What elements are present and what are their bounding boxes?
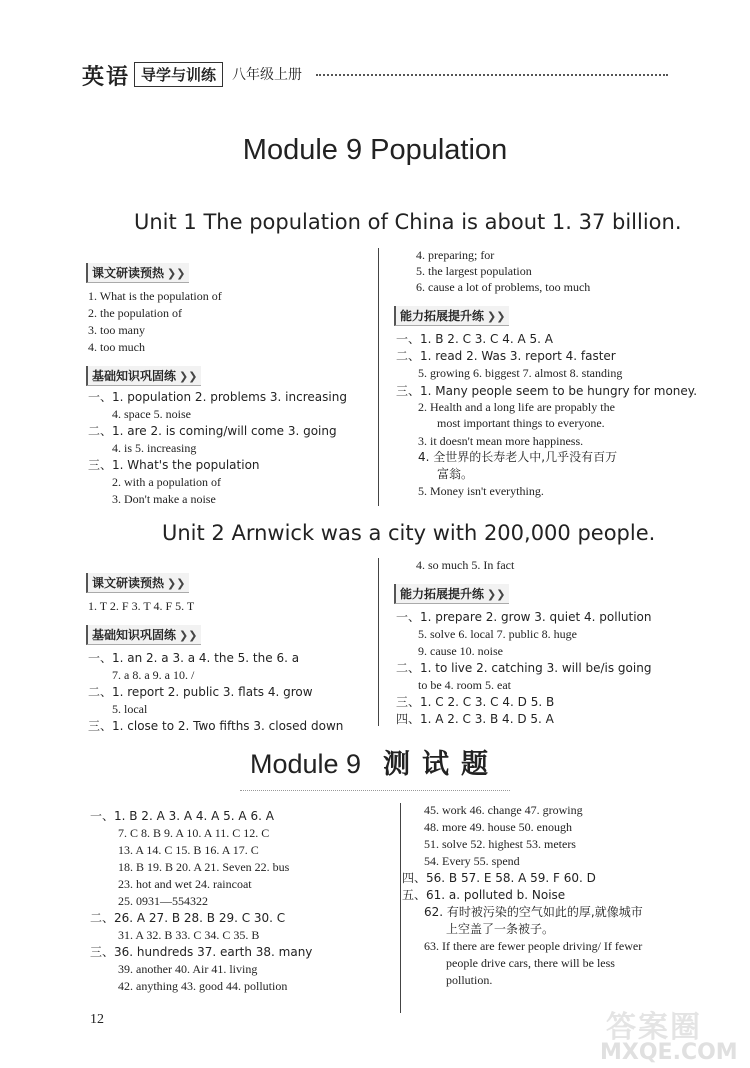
unit2-extend-line: 一、1. prepare 2. grow 3. quiet 4. pollution (396, 610, 652, 624)
unit2-extend-tag: 能力拓展提升练 ❯❯ (394, 584, 509, 604)
series-badge: 导学与训练 (134, 62, 223, 87)
test-answer-line: 45. work 46. change 47. growing (424, 803, 583, 817)
unit2-extend-line: 9. cause 10. noise (418, 644, 503, 658)
unit2-basic-line: 5. local (112, 702, 148, 716)
unit2-extend-line: 5. solve 6. local 7. public 8. huge (418, 627, 577, 641)
unit1-extend-tag: 能力拓展提升练 ❯❯ (394, 306, 509, 326)
unit1-right-line: 5. the largest population (416, 264, 532, 278)
test-answer-line: 51. solve 52. highest 53. meters (424, 837, 576, 851)
test-answer-line: people drive cars, there will be less (446, 956, 615, 970)
unit1-extend-line: 4. 全世界的长寿老人中,几乎没有百万 (418, 450, 618, 464)
test-answer-line: 23. hot and wet 24. raincoat (118, 877, 252, 891)
test-answer-line: 39. another 40. Air 41. living (118, 962, 258, 976)
test-title-underline (240, 790, 510, 791)
test-answer-line: 62. 有时被污染的空气如此的厚,就像城市 (424, 905, 643, 919)
unit1-basic-line: 2. with a population of (112, 475, 221, 489)
unit2-extend-line: to be 4. room 5. eat (418, 678, 511, 692)
unit1-basic-line: 三、1. What's the population (88, 458, 260, 472)
unit1-extend-line: 二、1. read 2. Was 3. report 4. faster (396, 349, 616, 363)
unit2-title: Unit 2 Arnwick was a city with 200,000 people. (162, 521, 656, 545)
header-divider (316, 74, 668, 76)
test-answer-line: 54. Every 55. spend (424, 854, 520, 868)
test-answer-line: 13. A 14. C 15. B 16. A 17. C (118, 843, 259, 857)
unit1-title: Unit 1 The population of China is about 1. 37 billion. (134, 210, 682, 234)
unit2-extend-line: 二、1. to live 2. catching 3. will be/is going (396, 661, 652, 675)
unit2-basic-line: 7. a 8. a 9. a 10. / (112, 668, 195, 682)
unit1-basic-line: 一、1. population 2. problems 3. increasing (88, 390, 347, 404)
unit1-extend-line: 富翁。 (437, 467, 474, 481)
unit1-extend-line: 2. Health and a long life are propably the (418, 400, 615, 414)
test-answer-line: 31. A 32. B 33. C 34. C 35. B (118, 928, 260, 942)
unit1-basic-line: 3. Don't make a noise (112, 492, 216, 506)
unit1-extend-line: 5. growing 6. biggest 7. almost 8. standing (418, 366, 623, 380)
subject-label: 英语 (82, 65, 131, 90)
unit1-basic-line: 二、1. are 2. is coming/will come 3. going (88, 424, 337, 438)
unit2-right-line: 4. so much 5. In fact (416, 558, 515, 572)
unit1-column-divider (378, 248, 379, 506)
unit2-basic-line: 二、1. report 2. public 3. flats 4. grow (88, 685, 313, 699)
unit2-column-divider (378, 558, 379, 726)
watermark-logo: 答案圈 (606, 1010, 702, 1045)
page-number: 12 (90, 1012, 104, 1027)
test-answer-line: 三、36. hundreds 37. earth 38. many (90, 945, 313, 959)
unit1-preview-line: 2. the population of (88, 306, 182, 320)
test-answer-line: 7. C 8. B 9. A 10. A 11. C 12. C (118, 826, 270, 840)
unit1-extend-line: 3. it doesn't mean more happiness. (418, 434, 584, 448)
module-title: Module 9 Population (242, 134, 508, 166)
unit1-basic-line: 4. is 5. increasing (112, 441, 197, 455)
test-answer-line: 63. If there are fewer people driving/ If fewer (424, 939, 643, 953)
test-answer-line: 二、26. A 27. B 28. B 29. C 30. C (90, 911, 286, 925)
unit1-extend-line: 三、1. Many people seem to be hungry for money. (396, 384, 698, 398)
unit1-basic-line: 4. space 5. noise (112, 407, 191, 421)
unit2-preview-tag: 课文研读预热 ❯❯ (86, 573, 189, 593)
unit1-basic-tag: 基础知识巩固练 ❯❯ (86, 366, 201, 386)
test-answer-line: 五、61. a. polluted b. Noise (402, 888, 566, 902)
unit1-preview-line: 3. too many (88, 323, 145, 337)
grade-label: 八年级上册 (232, 67, 302, 83)
test-answer-line: pollution. (446, 973, 493, 987)
test-column-divider (400, 803, 401, 1013)
unit2-extend-line: 四、1. A 2. C 3. B 4. D 5. A (396, 712, 554, 726)
unit2-extend-line: 三、1. C 2. C 3. C 4. D 5. B (396, 695, 555, 709)
test-answer-line: 42. anything 43. good 44. pollution (118, 979, 288, 993)
unit1-right-line: 4. preparing; for (416, 248, 495, 262)
unit1-extend-line: 5. Money isn't everything. (418, 484, 544, 498)
unit2-basic-line: 三、1. close to 2. Two fifths 3. closed down (88, 719, 344, 733)
unit2-basic-tag: 基础知识巩固练 ❯❯ (86, 625, 201, 645)
test-answer-line: 18. B 19. B 20. A 21. Seven 22. bus (118, 860, 290, 874)
test-answer-line: 四、56. B 57. E 58. A 59. F 60. D (402, 871, 596, 885)
test-answer-line: 25. 0931—554322 (118, 894, 208, 908)
unit2-preview-line: 1. T 2. F 3. T 4. F 5. T (88, 599, 195, 613)
test-title: Module 9 测试题 (249, 749, 501, 780)
unit1-extend-line: most important things to everyone. (437, 416, 605, 430)
unit1-preview-line: 4. too much (88, 340, 145, 354)
unit1-right-line: 6. cause a lot of problems, too much (416, 280, 591, 294)
test-answer-line: 一、1. B 2. A 3. A 4. A 5. A 6. A (90, 809, 274, 823)
test-answer-line: 48. more 49. house 50. enough (424, 820, 572, 834)
unit1-preview-line: 1. What is the population of (88, 289, 222, 303)
unit1-extend-line: 一、1. B 2. C 3. C 4. A 5. A (396, 332, 553, 346)
unit2-basic-line: 一、1. an 2. a 3. a 4. the 5. the 6. a (88, 651, 300, 665)
test-answer-line: 上空盖了一条被子。 (446, 922, 555, 936)
watermark-url: MXQE.COM (600, 1040, 738, 1065)
unit1-preview-tag: 课文研读预热 ❯❯ (86, 263, 189, 283)
